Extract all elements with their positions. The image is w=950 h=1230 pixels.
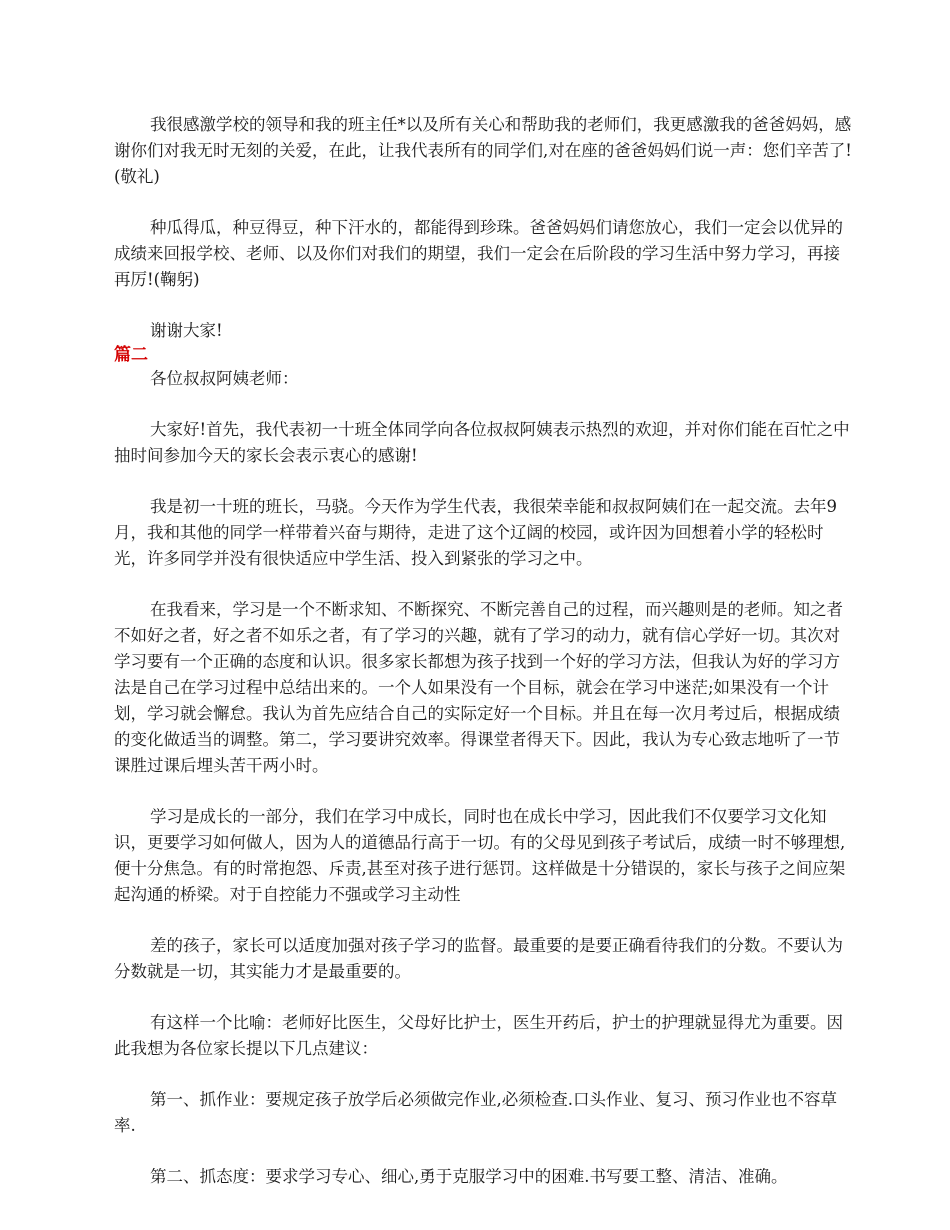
paragraph-gap (114, 572, 854, 597)
paragraph-gap (114, 779, 854, 804)
paragraph-attitude: 第二、抓态度：要求学习专心、细心,勇于克服学习中的困难.书写要工整、清洁、准确。 (150, 1167, 788, 1186)
paragraph-gap (114, 1062, 854, 1087)
paragraph-introduction: 我是初一十班的班长，马骁。今天作为学生代表，我很荣幸能和叔叔阿姨们在一起交流。去年9月，我和其他的同学一样带着兴奋与期待，走进了这个辽阔的校园，或许因为回想着小学的轻松时光，许多同学并没有很快适应中学生活、投入到紧张的学习之中。 (114, 497, 837, 568)
paragraph-thanks: 谢谢大家! (150, 321, 223, 340)
paragraph-learning-view: 在我看来，学习是一个不断求知、不断探究、不断完善自己的过程，而兴趣则是的老师。知之者不如好之者，好之者不如乐之者，有了学习的兴趣，就有了学习的动力，就有信心学好一切。其次对学习要有一个正确的态度和认识。很多家长都想为孩子找到一个好的学习方法，但我认为好的学习方法是自己在学习过程中总结出来的。一个人如果没有一个目标，就会在学习中迷茫;如果没有一个计划，学习就会懈怠。我认为首先应结合自己的实际定好一个目标。并且在每一次月考过后，根据成绩的变化做适当的调整。第二，学习要讲究效率。得课堂者得天下。因此，我认为专心致志地听了一节课胜过课后埋头苦干两小时。 (114, 600, 843, 775)
paragraph-metaphor: 有这样一个比喻：老师好比医生，父母好比护士，医生开药后，护士的护理就显得尤为重要。因此我想为各位家长提以下几点建议： (114, 1013, 843, 1058)
paragraph-gratitude: 我很感激学校的领导和我的班主任*以及所有关心和帮助我的老师们，我更感激我的爸爸妈妈，感谢你们对我无时无刻的关爱，在此，让我代表所有的同学们,对在座的爸爸妈妈们说一声：您们辛苦了!(敬礼) (114, 115, 852, 186)
document-page (114, 112, 854, 1190)
greeting-line: 各位叔叔阿姨老师： (150, 369, 299, 388)
section-heading: 篇二 (114, 345, 148, 365)
paragraph-gap (114, 1139, 854, 1164)
paragraph-homework: 第一、抓作业：要规定孩子放学后必须做完作业,必须检查.口头作业、复习、预习作业也不容草率. (114, 1090, 837, 1135)
paragraph-scores: 差的孩子，家长可以适度加强对孩子学习的监督。最重要的是要正确看待我们的分数。不要认为分数就是一切，其实能力才是最重要的。 (114, 936, 843, 981)
paragraph-gap (114, 985, 854, 1010)
paragraph-gap (114, 392, 854, 417)
paragraph-gap (114, 469, 854, 494)
paragraph-welcome: 大家好!首先，我代表初一十班全体同学向各位叔叔阿姨表示热烈的欢迎，并对你们能在百忙之中抽时间参加今天的家长会表示衷心的感谢! (114, 420, 850, 465)
paragraph-growth: 学习是成长的一部分，我们在学习中成长，同时也在成长中学习，因此我们不仅要学习文化知识，更要学习如何做人，因为人的道德品行高于一切。有的父母见到孩子考试后，成绩一时不够理想,便十分焦急。有的时常抱怨、斥责,甚至对孩子进行惩罚。这样做是十分错误的，家长与孩子之间应架起沟通的桥梁。对于自控能力不强或学习主动性 (114, 807, 846, 904)
paragraph-gap (114, 908, 854, 933)
paragraph-gap (114, 293, 854, 318)
paragraph-promise: 种瓜得瓜，种豆得豆，种下汗水的，都能得到珍珠。爸爸妈妈们请您放心，我们一定会以优异的成绩来回报学校、老师、以及你们对我们的期望，我们一定会在后阶段的学习生活中努力学习，再接再厉!(鞠躬) (114, 218, 843, 289)
paragraph-gap (114, 190, 854, 215)
